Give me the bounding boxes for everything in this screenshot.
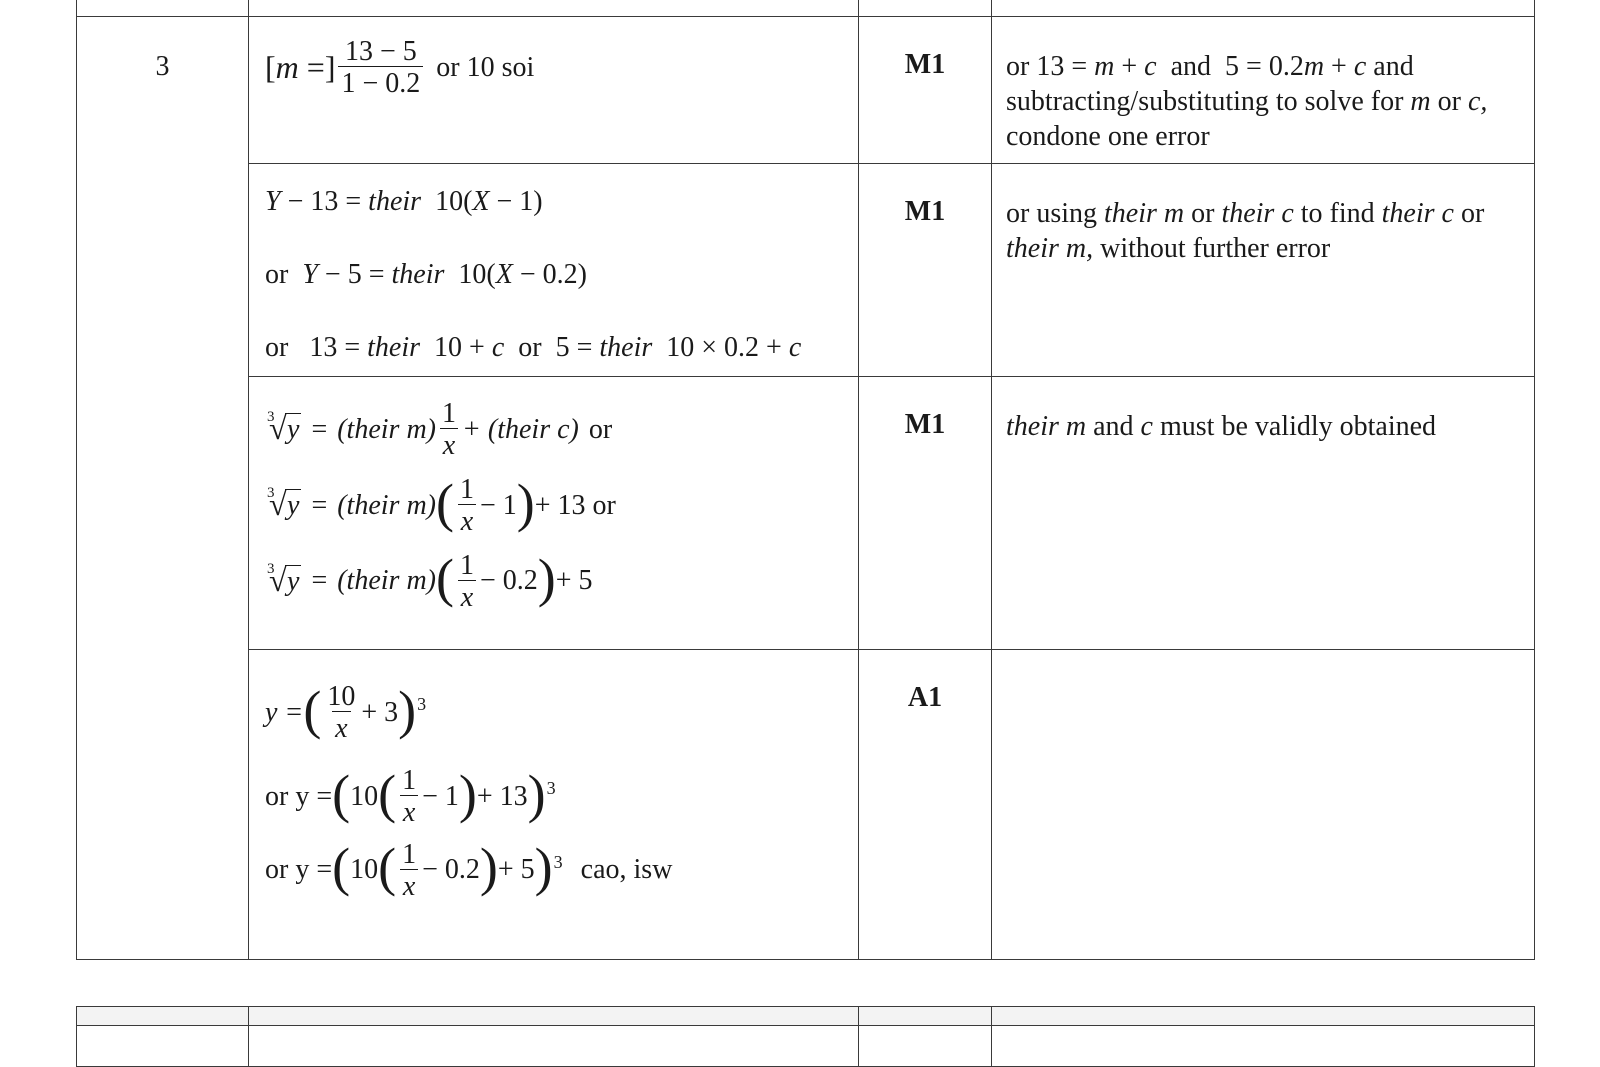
fraction: $\frac{1}{x}$ xyxy=(399,766,419,828)
table-top-edge-row xyxy=(77,0,1535,17)
fraction: $\frac{1}{x}$ xyxy=(439,399,459,461)
answer-line: or y = ( 10 ( $\frac{1}{x}$ − 0.2 ) + 5 ) 3 cao, isw xyxy=(265,837,673,902)
answer-line: √ 3 y = (their m) ( $\frac{1}{x}$ − 1 ) + 13 or xyxy=(265,475,842,537)
cube-root: √ 3 y xyxy=(265,489,301,522)
cube-root: √ 3 y xyxy=(265,413,301,446)
answer-line: √ 3 y = (their m) $\frac{1}{x}$ + (their c) or xyxy=(265,399,842,461)
answer-cell xyxy=(249,377,859,650)
answer-line: y = ( $\frac{10}{x}$ + 3 ) 3 xyxy=(265,679,427,745)
mark-code: M1 xyxy=(859,377,992,650)
table-row xyxy=(77,377,1535,650)
answer-line: or Y − 5 = their 10(X − 0.2) xyxy=(265,259,587,290)
answer-cell xyxy=(249,164,859,377)
table-row xyxy=(77,650,1535,960)
answer-line: √ 3 y = (their m) ( $\frac{1}{x}$ − 0.2 ) + 5 xyxy=(265,551,842,613)
answer-line: Y − 13 = their 10(X − 1) xyxy=(265,186,543,217)
fraction-denominator: 1 − 0.2 xyxy=(338,66,423,98)
fraction: $\frac{1}{x}$ xyxy=(457,551,477,613)
fraction: $\frac{1}{x}$ xyxy=(457,475,477,537)
cube-root: √ 3 y xyxy=(265,565,301,598)
question-number: 3 xyxy=(77,17,249,960)
fraction: $\frac{10}{x}$ xyxy=(327,681,356,745)
next-table-edge xyxy=(76,1006,1535,1067)
answer-cell xyxy=(249,650,859,960)
fraction xyxy=(338,37,423,99)
mark-scheme-table xyxy=(76,0,1535,960)
answer-suffix: or 10 soi xyxy=(436,51,535,83)
answer-line: or y = ( 10 ( $\frac{1}{x}$ − 1 ) + 13 ) 3 xyxy=(265,763,556,829)
guidance-text: or 13 = m + c and 5 = 0.2m + c and subtracting/substituting to solve for m or c, condone one error xyxy=(1006,51,1488,152)
guidance-cell: their m and c must be validly obtained xyxy=(992,377,1535,650)
answer-cell xyxy=(249,17,859,164)
fraction-numerator: 13 − 5 xyxy=(344,36,417,67)
table-row xyxy=(77,17,1535,164)
mark-code: A1 xyxy=(859,650,992,960)
guidance-cell: or using their m or their c to find their c or their m, without further error xyxy=(992,164,1535,377)
fraction: $\frac{1}{x}$ xyxy=(399,840,419,902)
m-label: [m =] xyxy=(265,49,336,86)
guidance-cell xyxy=(992,17,1535,164)
answer-line xyxy=(265,37,842,99)
mark-code: M1 xyxy=(859,17,992,164)
answer-line: or 13 = their 10 + c or 5 = their 10 × 0.2 + c xyxy=(265,332,802,363)
table-row xyxy=(77,164,1535,377)
guidance-cell xyxy=(992,650,1535,960)
mark-code: M1 xyxy=(859,164,992,377)
